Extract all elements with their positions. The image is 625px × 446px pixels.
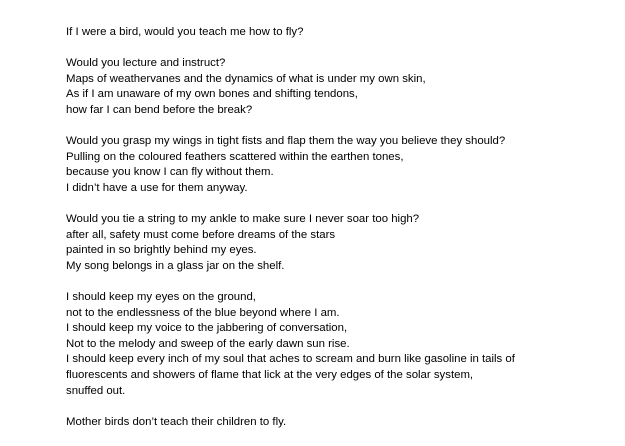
poem-line: painted in so brightly behind my eyes. — [66, 244, 257, 257]
poem-line: because you know I can fly without them. — [66, 166, 274, 179]
poem-line: Not to the melody and sweep of the early dawn sun rise. — [66, 337, 350, 350]
stanza-2 — [66, 56, 616, 118]
poem-line: Mother birds don’t teach their children to fly. — [66, 415, 287, 428]
poem-line: I should keep my eyes on the ground, — [66, 291, 256, 304]
poem-line: Pulling on the coloured feathers scattered within the earthen tones, — [66, 150, 404, 163]
poem-line: after all, safety must come before dreams of the stars — [66, 228, 336, 241]
poem-line: fluorescents and showers of flame that lick at the very edges of the solar system, — [66, 369, 474, 382]
poem-line: Maps of weathervanes and the dynamics of what is under my own skin, — [66, 72, 426, 85]
poem-line: Would you lecture and instruct? — [66, 57, 226, 70]
stanza-6 — [66, 415, 616, 431]
stanza-4 — [66, 212, 616, 274]
poem-body — [66, 25, 616, 446]
poem-line: I should keep my voice to the jabbering of conversation, — [66, 322, 348, 335]
poem-line: As if I am unaware of my own bones and shifting tendons, — [66, 88, 358, 101]
poem-line: My song belongs in a glass jar on the shelf. — [66, 259, 285, 272]
poem-line: how far I can bend before the break? — [66, 103, 253, 116]
poem-line: snuffed out. — [66, 384, 126, 397]
poem-line: not to the endlessness of the blue beyond where I am. — [66, 306, 340, 319]
poem-line: Would you grasp my wings in tight fists and flap them the way you believe they should? — [66, 135, 506, 148]
stanza-3 — [66, 134, 616, 196]
poem-line: I didn’t have a use for them anyway. — [66, 181, 248, 194]
stanza-5 — [66, 290, 616, 399]
stanza-1 — [66, 25, 616, 41]
poem-line: I should keep every inch of my soul that aches to scream and burn like gasoline in tails of — [66, 353, 515, 366]
poem-line: Would you tie a string to my ankle to make sure I never soar too high? — [66, 213, 420, 226]
poem-line: If I were a bird, would you teach me how to fly? — [66, 26, 304, 38]
